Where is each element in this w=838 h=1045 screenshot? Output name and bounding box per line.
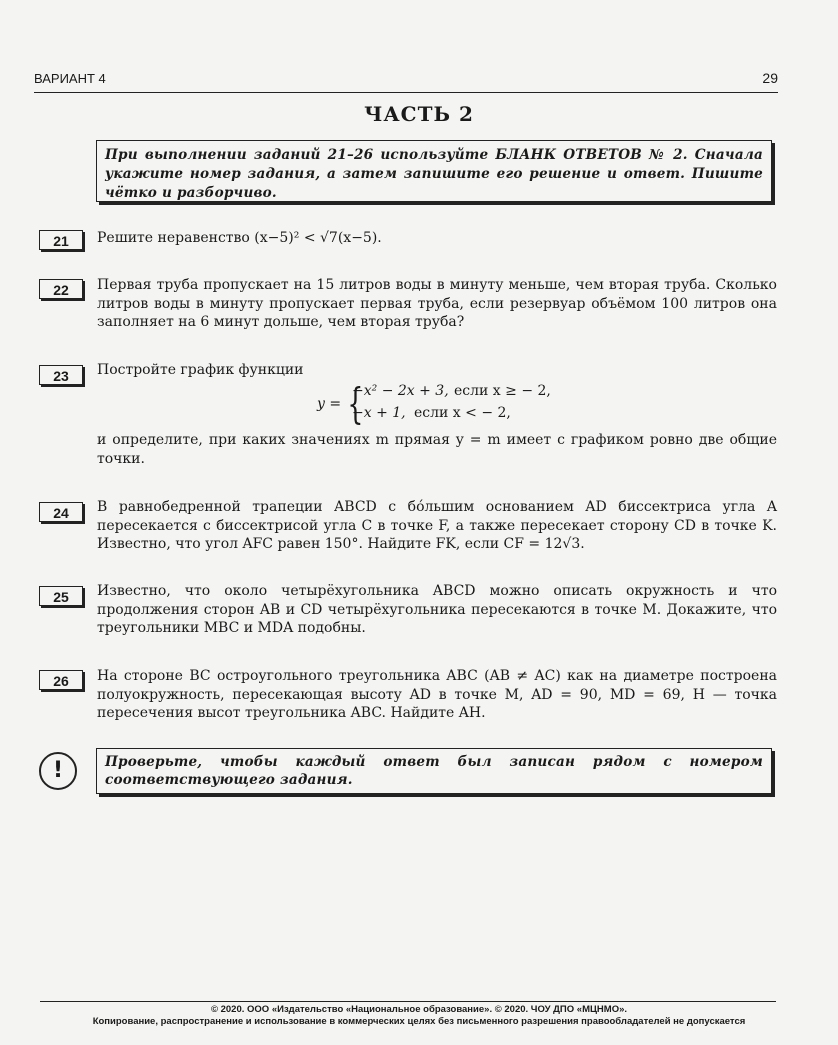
- case-2-expression: −x + 1,: [352, 405, 406, 421]
- task-23-intro: Постройте график функции: [97, 362, 304, 378]
- task-number-22: 22: [39, 279, 83, 299]
- task-26-text: На стороне BC остроугольного треугольника ABC (AB ≠ AC) как на диаметре построена полуокружность, пересекающая высоту AD в точке M, AD = 90, MD = 69, H — точка пересечения высот треугольника ABC. Найдите AH.: [97, 668, 777, 721]
- task-number-23: 23: [39, 365, 83, 385]
- task-number-24: 24: [39, 502, 83, 522]
- system-brace: {: [347, 379, 364, 428]
- footer-notice: Копирование, распространение и использование в коммерческих целях без письменного разрешения правообладателей не допускается: [92, 1016, 746, 1027]
- footer-copyright: © 2020. ООО «Издательство «Национальное образование». © 2020. ЧОУ ДПО «МЦНМО».: [210, 1004, 628, 1015]
- case-2-condition: если x < − 2,: [414, 405, 511, 421]
- task-number-26: 26: [39, 670, 83, 690]
- task-23-question: и определите, при каких значениях m прямая y = m имеет с графиком ровно две общие точки.: [97, 432, 777, 467]
- task-number-25: 25: [39, 586, 83, 606]
- header-divider: [34, 92, 778, 93]
- footer-divider: [40, 1001, 776, 1002]
- warning-box: Проверьте, чтобы каждый ответ был записан рядом с номером соответствующего задания.: [96, 748, 772, 794]
- function-lhs: y =: [317, 396, 342, 412]
- task-25-text: Известно, что около четырёхугольника ABCD можно описать окружность и что продолжения сторон AB и CD четырёхугольника пересекаются в точке M. Докажите, что треугольники MBC и MDA подобны.: [97, 583, 777, 636]
- variant-label: ВАРИАНТ 4: [34, 71, 106, 86]
- task-22-text: Первая труба пропускает на 15 литров воды в минуту меньше, чем вторая труба. Сколько литров воды в минуту пропускает первая труба, если резервуар объёмом 100 литров она заполняет на 6 минут дольше, чем вторая труба?: [97, 277, 777, 330]
- task-24-text: В равнобедренной трапеции ABCD с бóльшим основанием AD биссектриса угла A пересекается с биссектрисой угла C в точке F, а также пересекает сторону CD в точке K. Известно, что угол AFC равен 150°. Найдите FK, если CF = 12√3.: [97, 499, 777, 552]
- task-21-text: Решите неравенство (x−5)² < √7(x−5).: [97, 230, 382, 246]
- task-number-21: 21: [39, 230, 83, 250]
- exclamation-icon: !: [39, 752, 77, 790]
- case-1-expression: −x² − 2x + 3,: [352, 383, 449, 399]
- page-number: 29: [762, 70, 778, 86]
- case-1-condition: если x ≥ − 2,: [454, 383, 551, 399]
- instruction-box: При выполнении заданий 21–26 используйте БЛАНК ОТВЕТОВ № 2. Сначала укажите номер задания, а затем запишите его решение и ответ. Пишите чётко и разборчиво.: [96, 140, 772, 202]
- part-title: ЧАСТЬ 2: [364, 102, 474, 126]
